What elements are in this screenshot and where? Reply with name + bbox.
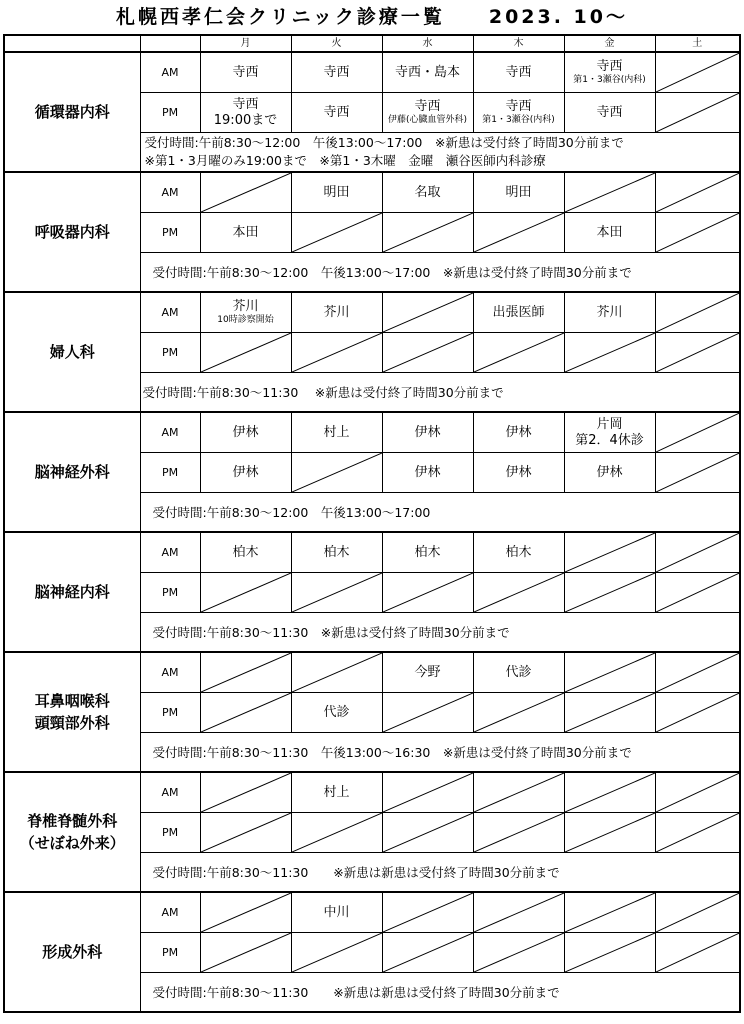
cell-text: 第1・3瀬谷(内科) [573,75,646,85]
closed-diagonal-icon [656,573,740,612]
closed-diagonal-icon [201,333,291,372]
closed-diagonal-icon [292,333,382,372]
cell-text: （せぼね外来） [19,834,125,852]
pm-label: PM [140,813,200,853]
schedule-cell [564,693,655,733]
schedule-cell [200,412,291,453]
schedule-cell [655,652,740,693]
closed-diagonal-icon [292,453,382,492]
closed-diagonal-icon [201,173,291,212]
am-label: AM [140,892,200,933]
cell-text: 10時診察開始 [217,315,274,325]
schedule-cell [473,772,564,813]
closed-diagonal-icon [474,573,564,612]
schedule-cell [200,213,291,253]
cell-text: 伊林 [505,464,532,480]
cell-text: 第1・3瀬谷(内科) [482,115,555,125]
closed-diagonal-icon [383,893,473,932]
header-blank [140,35,200,52]
closed-diagonal-icon [656,173,740,212]
closed-diagonal-icon [201,933,291,972]
closed-diagonal-icon [474,893,564,932]
schedule-cell [564,333,655,373]
schedule-cell [473,292,564,333]
schedule-cell [382,412,473,453]
cell-text: 伊林 [505,424,532,440]
header-blank [4,35,140,52]
cell-text: 形成外科 [42,943,103,961]
schedule-cell [200,933,291,973]
am-label: AM [140,652,200,693]
cell-text: 受付時間:午前8:30～12:00 午後13:00～17:00 ※新患は受付終了時間30分前まで [144,135,624,150]
closed-diagonal-icon [474,813,564,852]
department-name [4,532,140,652]
schedule-cell [655,813,740,853]
cell-text: 寺西 [414,99,441,114]
schedule-cell [291,292,382,333]
closed-diagonal-icon [565,933,655,972]
cell-text: 受付時間:午前8:30～11:30 ※新患は受付終了時間30分前まで [152,625,510,640]
am-row [4,412,740,453]
cell-text: 受付時間:午前8:30～11:30 ※新患は新患は受付終了時間30分前まで [152,985,560,1000]
closed-diagonal-icon [383,693,473,732]
cell-text: 伊林 [596,464,623,480]
schedule-cell [382,933,473,973]
closed-diagonal-icon [201,653,291,692]
schedule-cell [382,652,473,693]
am-label: AM [140,772,200,813]
schedule-cell [473,933,564,973]
schedule-cell [291,933,382,973]
day-header: 土 [655,35,740,52]
closed-diagonal-icon [474,213,564,252]
schedule-cell [200,693,291,733]
closed-diagonal-icon [292,933,382,972]
closed-diagonal-icon [656,333,740,372]
closed-diagonal-icon [656,93,740,132]
schedule-cell [291,532,382,573]
pm-label: PM [140,453,200,493]
cell-text: 循環器内科 [34,103,110,121]
schedule-cell [473,412,564,453]
cell-text: 芥川 [596,304,623,320]
closed-diagonal-icon [656,693,740,732]
closed-diagonal-icon [656,53,740,92]
schedule-cell [473,93,564,133]
schedule-cell [473,892,564,933]
schedule-cell [382,292,473,333]
cell-text: 柏木 [323,544,350,560]
am-label: AM [140,532,200,573]
page-title: 札幌西孝仁会クリニック診療一覧 2023. 10～ [115,6,628,28]
schedule-cell [473,52,564,93]
schedule-cell [200,573,291,613]
cell-text: 第2．4休診 [575,432,644,448]
schedule-cell [473,333,564,373]
closed-diagonal-icon [292,573,382,612]
schedule-cell [564,213,655,253]
reception-hours [140,853,740,893]
schedule-cell [564,412,655,453]
schedule-cell [564,772,655,813]
closed-diagonal-icon [474,693,564,732]
closed-diagonal-icon [565,653,655,692]
schedule-cell [564,453,655,493]
pm-label: PM [140,213,200,253]
schedule-cell [473,652,564,693]
am-label: AM [140,412,200,453]
closed-diagonal-icon [201,773,291,812]
schedule-cell [291,892,382,933]
am-row [4,292,740,333]
cell-text: 呼吸器内科 [34,223,110,241]
cell-text: 寺西 [232,64,259,80]
department-name [4,172,140,292]
cell-text: 村上 [323,424,350,440]
schedule-cell [200,813,291,853]
cell-text: 耳鼻咽喉科 [34,692,110,710]
cell-text: 頭頸部外科 [34,714,110,732]
cell-text: 明田 [323,184,350,200]
closed-diagonal-icon [656,293,740,332]
closed-diagonal-icon [474,773,564,812]
schedule-cell [655,93,740,133]
closed-diagonal-icon [383,933,473,972]
reception-hours [140,133,740,173]
reception-hours [140,493,740,533]
closed-diagonal-icon [383,773,473,812]
cell-text: 芥川 [323,304,350,320]
cell-text: 村上 [323,784,350,800]
schedule-cell [291,652,382,693]
department-name [4,52,140,172]
schedule-cell [200,333,291,373]
pm-label: PM [140,93,200,133]
schedule-cell [382,892,473,933]
schedule-cell [291,333,382,373]
schedule-table [3,34,741,1013]
schedule-cell [382,813,473,853]
cell-text: 片岡 [596,416,623,432]
reception-hours [140,253,740,293]
closed-diagonal-icon [201,573,291,612]
reception-hours [140,373,740,413]
cell-text: 寺西 [323,64,350,80]
closed-diagonal-icon [656,533,740,572]
schedule-cell [382,213,473,253]
department-name [4,772,140,892]
closed-diagonal-icon [474,933,564,972]
closed-diagonal-icon [292,813,382,852]
cell-text: 代診 [323,704,350,720]
schedule-cell [473,693,564,733]
am-label: AM [140,172,200,213]
schedule-cell [473,172,564,213]
schedule-cell [473,813,564,853]
schedule-cell [655,333,740,373]
cell-text: 寺西 [505,99,532,114]
cell-text: 婦人科 [49,343,95,361]
schedule-cell [655,412,740,453]
closed-diagonal-icon [656,653,740,692]
day-header: 金 [564,35,655,52]
schedule-cell [655,453,740,493]
am-label: AM [140,292,200,333]
cell-text: 脊椎脊髄外科 [27,812,118,830]
schedule-cell [655,772,740,813]
department-name [4,652,140,772]
schedule-cell [564,172,655,213]
schedule-cell [200,892,291,933]
am-row [4,52,740,93]
schedule-cell [655,693,740,733]
closed-diagonal-icon [383,213,473,252]
day-header: 火 [291,35,382,52]
schedule-cell [564,933,655,973]
cell-text: 名取 [414,184,441,200]
cell-text: 受付時間:午前8:30～11:30 午後13:00～16:30 ※新患は受付終了時間30分前まで [152,745,632,760]
schedule-cell [291,693,382,733]
cell-text: 伊林 [232,464,259,480]
closed-diagonal-icon [383,293,473,332]
cell-text: 脳神経外科 [34,463,110,481]
cell-text: 出張医師 [492,304,545,320]
schedule-cell [655,172,740,213]
schedule-cell [564,52,655,93]
am-row [4,772,740,813]
closed-diagonal-icon [565,893,655,932]
schedule-cell [200,772,291,813]
schedule-cell [382,573,473,613]
schedule-cell [200,532,291,573]
schedule-cell [291,172,382,213]
closed-diagonal-icon [656,213,740,252]
closed-diagonal-icon [656,893,740,932]
cell-text: 受付時間:午前8:30～11:30 ※新患は新患は受付終了時間30分前まで [152,865,560,880]
cell-text: 伊林 [414,424,441,440]
schedule-cell [564,532,655,573]
reception-hours [140,733,740,773]
schedule-cell [291,213,382,253]
closed-diagonal-icon [565,773,655,812]
schedule-cell [382,453,473,493]
cell-text: ※第1・3月曜のみ19:00まで ※第1・3木曜 金曜 瀬谷医師内科診療 [144,153,546,168]
closed-diagonal-icon [565,573,655,612]
cell-text: 19:00まで [213,112,278,128]
closed-diagonal-icon [565,333,655,372]
day-header: 木 [473,35,564,52]
cell-text: 明田 [505,184,532,200]
schedule-cell [655,292,740,333]
schedule-cell [382,772,473,813]
am-label: AM [140,52,200,93]
closed-diagonal-icon [656,933,740,972]
reception-hours [140,613,740,653]
closed-diagonal-icon [656,453,740,492]
department-name [4,892,140,1012]
schedule-cell [564,652,655,693]
schedule-cell [291,813,382,853]
am-row [4,532,740,573]
cell-text: 伊藤(心臓血管外科) [387,115,468,125]
schedule-cell [382,172,473,213]
pm-label: PM [140,933,200,973]
schedule-cell [473,532,564,573]
closed-diagonal-icon [656,413,740,452]
schedule-cell [200,292,291,333]
cell-text: 受付時間:午前8:30～12:00 午後13:00～17:00 ※新患は受付終了時間30分前まで [152,265,632,280]
schedule-cell [291,453,382,493]
closed-diagonal-icon [201,693,291,732]
cell-text: 受付時間:午前8:30～11:30 ※新患は受付終了時間30分前まで [142,385,504,400]
schedule-cell [200,172,291,213]
schedule-cell [564,292,655,333]
schedule-cell [564,813,655,853]
closed-diagonal-icon [656,773,740,812]
schedule-cell [291,412,382,453]
schedule-cell [382,52,473,93]
am-row [4,892,740,933]
schedule-cell [655,532,740,573]
cell-text: 寺西 [505,64,532,80]
schedule-cell [200,52,291,93]
cell-text: 受付時間:午前8:30～12:00 午後13:00～17:00 [152,505,431,520]
schedule-cell [655,933,740,973]
day-header: 月 [200,35,291,52]
cell-text: 寺西 [323,104,350,120]
cell-text: 脳神経内科 [34,583,110,601]
schedule-cell [564,892,655,933]
department-name [4,412,140,532]
schedule-cell [473,213,564,253]
schedule-cell [655,573,740,613]
schedule-cell [200,453,291,493]
schedule-cell [200,652,291,693]
cell-text: 寺西 [596,59,623,74]
closed-diagonal-icon [383,813,473,852]
closed-diagonal-icon [656,813,740,852]
closed-diagonal-icon [201,893,291,932]
schedule-cell [200,93,291,133]
schedule-cell [382,532,473,573]
closed-diagonal-icon [383,573,473,612]
cell-text: 柏木 [505,544,532,560]
schedule-cell [291,52,382,93]
schedule-cell [382,333,473,373]
pm-label: PM [140,333,200,373]
cell-text: 中川 [323,904,350,920]
reception-hours [140,973,740,1013]
closed-diagonal-icon [565,173,655,212]
cell-text: 本田 [596,224,623,240]
pm-label: PM [140,693,200,733]
cell-text: 寺西 [232,96,259,112]
closed-diagonal-icon [565,693,655,732]
schedule-cell [564,93,655,133]
cell-text: 代診 [505,664,532,680]
schedule-cell [291,93,382,133]
closed-diagonal-icon [292,213,382,252]
schedule-cell [291,772,382,813]
header-row [4,35,740,52]
cell-text: 柏木 [414,544,441,560]
closed-diagonal-icon [565,813,655,852]
cell-text: 伊林 [414,464,441,480]
closed-diagonal-icon [383,333,473,372]
schedule-cell [564,573,655,613]
schedule-cell [382,693,473,733]
department-name [4,292,140,412]
day-header: 水 [382,35,473,52]
cell-text: 柏木 [232,544,259,560]
schedule-cell [655,52,740,93]
closed-diagonal-icon [474,333,564,372]
schedule-cell [473,573,564,613]
closed-diagonal-icon [565,533,655,572]
cell-text: 寺西・島本 [394,64,460,80]
cell-text: 伊林 [232,424,259,440]
closed-diagonal-icon [201,813,291,852]
schedule-cell [291,573,382,613]
am-row [4,652,740,693]
cell-text: 今野 [414,664,441,680]
closed-diagonal-icon [292,653,382,692]
cell-text: 寺西 [596,104,623,120]
cell-text: 本田 [232,224,259,240]
cell-text: 芥川 [232,299,259,314]
schedule-cell [655,892,740,933]
am-row [4,172,740,213]
schedule-cell [473,453,564,493]
schedule-cell [655,213,740,253]
pm-label: PM [140,573,200,613]
schedule-cell [382,93,473,133]
